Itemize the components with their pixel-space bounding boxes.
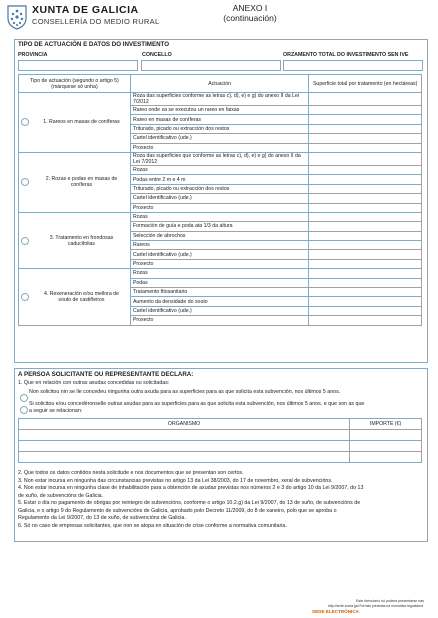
aid-org-cell[interactable] (19, 430, 350, 441)
action-type-cell[interactable] (19, 269, 131, 325)
footer-badge (312, 600, 359, 618)
surface-input-cell[interactable] (309, 278, 422, 287)
surface-input-cell[interactable] (309, 288, 422, 297)
action-type-label: 1. Rareos en masas de coníferas (43, 119, 120, 126)
radio-circle[interactable] (20, 406, 28, 414)
surface-input-cell[interactable] (309, 222, 422, 231)
action-type-radio[interactable] (21, 178, 29, 186)
budget-label: ORZAMENTO TOTAL DO INVESTIMENTO SEN IVE (283, 52, 409, 58)
action-type-cell[interactable] (19, 93, 131, 153)
declaration-item: 2. Que todos os datos contidos nesta solicitude e nos documentos que se presentan son certos. (18, 470, 244, 476)
action-label: Rozas (130, 165, 308, 174)
action-type-radio[interactable] (21, 293, 29, 301)
surface-input-cell[interactable] (309, 306, 422, 315)
declaration-item: Regulamento da Lei 9/2007, do 13 de xuño, de subvencións de Galicia. (18, 515, 186, 521)
action-row (19, 269, 422, 278)
surface-input-cell[interactable] (309, 194, 422, 203)
annex-continuation: (continuación) (223, 13, 277, 23)
action-label: Proxecto (130, 259, 308, 268)
aid-amount-cell[interactable] (350, 441, 422, 452)
sede-badge-text: SEDE ELECTRÓNICA (312, 609, 359, 614)
declaration-section-title: A PERSOA SOLICITANTE OU REPRESENTANTE DECLARA: (18, 371, 194, 378)
declaration-item: 5. Estar o día no pagamento de obrigas por reintegro de subvencións, conforme o artigo 10.2.g) da Lei 9/2007, do 13 de xuño, de subvencións de (18, 500, 361, 506)
declaration-item: 6. Só no caso de empresas solicitantes, que non se atopa en situación de crise conforme a normativa comunitaria. (18, 522, 287, 529)
declaration-q1: 1. Que en relación con outras axudas concedidas ou solicitadas: (18, 380, 170, 386)
brand-title: XUNTA DE GALICIA (32, 4, 139, 16)
council-label: CONCELLO (142, 52, 172, 58)
surface-input-cell[interactable] (309, 259, 422, 268)
action-label: Roza das superficies conforme as letras c), d), e) e g) do anexo II da Lei 7/2012 (130, 93, 308, 106)
action-label: Aumento da densidade do souto (130, 297, 308, 306)
surface-input-cell[interactable] (309, 152, 422, 165)
action-label: Roza das superficies que conforme as letras c), d), e) e g) do anexo II da Lei 7/2012 (130, 152, 308, 165)
col-action-header: Actuación (130, 75, 308, 93)
opt-yes-label-2: a seguir se relacionan: (29, 408, 83, 414)
action-label: Formación de guía e poda ata 1/3 da altura (130, 222, 308, 231)
investment-section-title: TIPO DE ACTUACIÓN E DATOS DO INVESTIMENTO (18, 41, 170, 48)
action-type-cell[interactable] (19, 212, 131, 268)
surface-input-cell[interactable] (309, 203, 422, 212)
action-type-radio[interactable] (21, 237, 29, 245)
action-label: Selección de abrochos (130, 231, 308, 240)
surface-input-cell[interactable] (309, 115, 422, 124)
action-label: Podas (130, 278, 308, 287)
surface-input-cell[interactable] (309, 297, 422, 306)
action-label: Cartel identificativo (ude.) (130, 134, 308, 143)
action-label: Proxecto (130, 316, 308, 325)
brand-subtitle: CONSELLERÍA DO MEDIO RURAL (32, 17, 160, 26)
footer-note-2: http://sede.xunta.gal Formas previstas na normativa reguladora (328, 604, 424, 608)
surface-input-cell[interactable] (309, 93, 422, 106)
action-type-label: 2. Rozas e podas en masas de coníferas (45, 176, 118, 189)
surface-input-cell[interactable] (309, 316, 422, 325)
declaration-item: de xuño, de subvencións de Galicia. (18, 492, 104, 499)
action-label: Triturado, picado ou extracción dos restos (130, 124, 308, 133)
aid-org-cell[interactable] (19, 452, 350, 463)
province-field[interactable] (18, 60, 138, 71)
surface-input-cell[interactable] (309, 106, 422, 115)
annex-title: ANEXO I (232, 3, 268, 13)
aid-amount-cell[interactable] (350, 452, 422, 463)
footer-note-1: Este formulario só poderá presentarse nas (356, 599, 424, 603)
action-label: Podas entre 2 m e 4 m (130, 175, 308, 184)
aid-org-cell[interactable] (19, 441, 350, 452)
action-label: Rozas (130, 269, 308, 278)
action-label: Cartel identificativo (ude.) (130, 250, 308, 259)
declaration-items (18, 470, 424, 530)
surface-input-cell[interactable] (309, 269, 422, 278)
surface-input-cell[interactable] (309, 212, 422, 221)
action-row (19, 93, 422, 106)
declaration-item: Galicia, e o artigo 9 do Regulamento de subvencións de Galicia, aprobado polo Decreto 11/2009, do 8 de xaneiro, polo que se aproba o (18, 507, 337, 514)
action-label: Rareo onde xa se executou un rareo en faixas (130, 106, 308, 115)
action-row (19, 152, 422, 165)
surface-input-cell[interactable] (309, 175, 422, 184)
aid-table (18, 418, 422, 463)
province-label: PROVINCIA (18, 52, 48, 58)
action-type-radio[interactable] (21, 118, 29, 126)
surface-input-cell[interactable] (309, 241, 422, 250)
actions-table (18, 74, 422, 326)
action-row (19, 212, 422, 221)
galicia-emblem-icon (6, 4, 28, 30)
action-label: Rozas (130, 212, 308, 221)
col-org-header: ORGANISMO (19, 419, 350, 430)
action-label: Rareos (130, 241, 308, 250)
surface-input-cell[interactable] (309, 165, 422, 174)
col-surface-header: Superficie total por tratamento (en hectáreas) (309, 75, 422, 93)
aid-amount-cell[interactable] (350, 430, 422, 441)
budget-field[interactable] (283, 60, 423, 71)
action-label: Rareo en masas de coníferas (130, 115, 308, 124)
opt-yes-label-1: Si solicitou e/ou concedéronselle outras axudas para as superficies para as que solicita esta subvención, nos últimos 5 anos, e que son as que (29, 401, 365, 407)
surface-input-cell[interactable] (309, 143, 422, 152)
surface-input-cell[interactable] (309, 124, 422, 133)
declaration-item: 4. Non estar incursa en ningunha clase de inhabilitación para a obtención de axudas previstas nos números 2 e 3 do artigo 10 da Lei 9/2007, do 13 (18, 485, 364, 491)
action-label: Tratamento fitosanitario (130, 288, 308, 297)
surface-input-cell[interactable] (309, 134, 422, 143)
opt-no-label: Non solicitou nin se lle concedeu ningunha outra axuda para as superficies para as que solicita esta subvención, nos últimos 5 anos. (29, 389, 341, 395)
radio-yes-other-aid[interactable] (20, 401, 28, 419)
action-label: Cartel identificativo (ude.) (130, 194, 308, 203)
action-label: Triturado, picado ou extracción dos restos (130, 184, 308, 193)
surface-input-cell[interactable] (309, 231, 422, 240)
action-label: Cartel identificativo (ude.) (130, 306, 308, 315)
col-type-header: Tipo de actuación (segundo o artigo 5) (márquese só unha) (19, 75, 131, 93)
council-field[interactable] (141, 60, 281, 71)
surface-input-cell[interactable] (309, 250, 422, 259)
action-type-label: 3. Tratamento en frondosas caducifolias (49, 234, 114, 247)
col-amount-header: IMPORTE (€) (350, 419, 422, 430)
declaration-item: 3. Non estar incursa en ningunha das circunstancias previstas no artigo 13 da Lei 38/2003, do 17 de novembro, xeral de subvencións. (18, 477, 333, 484)
action-label: Proxecto (130, 143, 308, 152)
action-type-label: 4. Rexeneración e/ou mellora de souto de castiñeiros (43, 290, 119, 303)
action-label: Proxecto (130, 203, 308, 212)
surface-input-cell[interactable] (309, 184, 422, 193)
action-type-cell[interactable] (19, 152, 131, 212)
